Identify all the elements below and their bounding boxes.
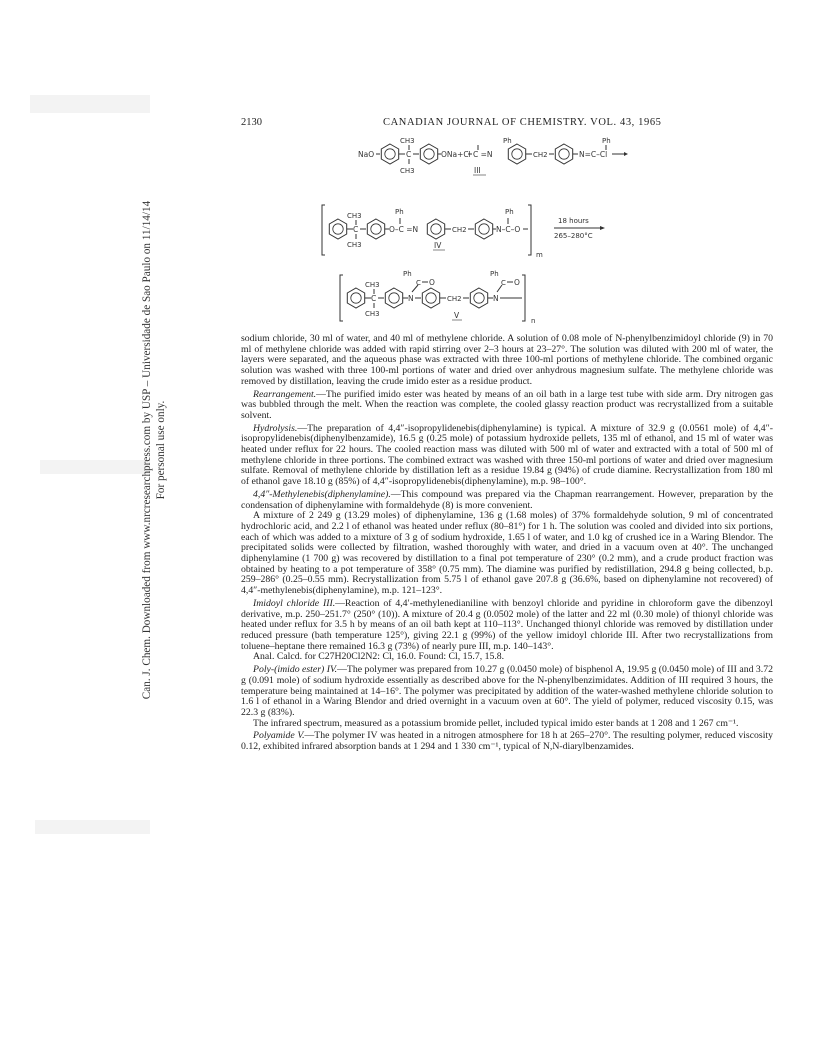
label-o-c: O–C =N — [389, 225, 419, 234]
download-notice-line2: For personal use only. — [155, 400, 167, 500]
label-c2: C — [353, 225, 359, 234]
label-ch3-bottom: CH3 — [400, 167, 415, 175]
label-c-amide-2: C — [501, 279, 506, 287]
scan-artifact — [40, 460, 150, 474]
label-ch2-3: CH2 — [447, 295, 462, 303]
text-polyamide: —The polymer IV was heated in a nitrogen atmosphere for 18 h at 265–270°. The resulting polymer, reduced viscosity 0.12, exhibited infrared absorption bands at 1 294 and 1 330 cm⁻¹, typical of N,N-diarylbenzamides. — [241, 730, 773, 753]
label-n-c-o: N–C–O — [496, 225, 521, 234]
label-ch3-bottom-3: CH3 — [365, 310, 380, 318]
label-n-2: N — [493, 294, 499, 303]
heading-poly-imido-ester: Poly-(imido ester) IV. — [253, 664, 338, 676]
label-c-eq-n: C =N — [473, 150, 493, 159]
label-ch3-top: CH3 — [400, 137, 415, 145]
label-n-1: N — [408, 294, 414, 303]
page-number: 2130 — [241, 117, 262, 128]
reaction-scheme — [240, 135, 780, 325]
label-c3: C — [371, 294, 377, 303]
label-ph-2: Ph — [602, 137, 611, 145]
label-o-1: O — [429, 278, 435, 287]
scheme-row-1 — [358, 137, 628, 175]
label-ch2-1: CH2 — [533, 151, 548, 159]
label-ch3-bottom-2: CH3 — [347, 241, 362, 249]
paragraph-poly-imido-ester — [241, 665, 773, 719]
scan-artifact — [35, 820, 150, 834]
label-n-eq-c-cl: N=C–Cl — [579, 150, 608, 159]
label-nao: NaO — [358, 150, 375, 159]
label-ph-4: Ph — [505, 208, 514, 216]
text-poly-imido-ester: —The polymer was prepared from 10.27 g (0.0450 mole) of bisphenol A, 19.95 g (0.0450 mole) of III and 3.72 g (0.091 mole) of sodium hydroxide essentially as described above for the N-phenylbenzimidates. Addition of III required 3 hours, the temperature being maintained at 14–16°. The polymer was precipitated by addition of the water-washed methylene chloride solution to 1.6 l of ethanol in a Waring Blendor and dried overnight in a vacuum oven at 60°. The yield of polymer, reduced viscosity 0.15, was 22.3 g (83%). — [241, 664, 773, 718]
label-ph-3: Ph — [395, 208, 404, 216]
heading-polyamide: Polyamide V. — [253, 730, 305, 742]
paragraph-hydrolysis — [241, 424, 773, 488]
label-iii: III — [474, 166, 481, 175]
article-body — [241, 334, 773, 755]
label-sub-m: m — [536, 251, 543, 259]
paragraph-analysis: Anal. Calcd. for C27H20Cl2N2: Cl, 16.0. Found: Cl, 15.7, 15.8. — [253, 651, 505, 663]
label-ph-5: Ph — [403, 270, 412, 278]
text-hydrolysis: —The preparation of 4,4″-isopropylidenebis(diphenylamine) is typical. A mixture of 32.9 g (0.0561 mole) of 4,4″-isopropylidenebis(diphenylbenzamide), 16.5 g (0.25 mole) of potassium hydroxide pellets, 135 ml of ethanol, and 15 ml of water was heated under reflux for 22 hours. The cooled reaction mass was diluted with 500 ml of water and extracted with a total of 500 ml of methylene chloride in three portions. The combined extract was washed with three 150-ml portions of water and dried over magnesium sulfate. Removal of methylene chloride by distillation left as a residue 19.84 g (94%) of crude diamine. Recrystallization from 180 ml of ethanol gave 18.10 g (85%) of 4,4″-isopropylidenebis(diphenylamine), m.p. 98–100°. — [241, 422, 773, 488]
paragraph-mixture: A mixture of 2 249 g (13.29 moles) of diphenylamine, 136 g (1.68 moles) of 37% formaldehyde solution, 9 ml of concentrated hydrochloric acid, and 2.2 l of ethanol was heated under reflux (80–81°) for 1 h. The solution was cooled and divided into six portions, each of which was added to a mixture of 3 g of sodium hydroxide, 1.65 l of water, and 1.0 kg of crushed ice in a Waring Blendor. The precipitated solids were collected by filtration, washed thoroughly with water, and dried in a vacuum oven at 40°. The unchanged diphenylamine (1 700 g) was recovered by distillation to a final pot temperature of 230° (0.2 mm), and a crude product fraction was obtained by heating to a pot temperature of 358° (0.75 mm). The diamine was purified by redistillation, 294.8 g being collected, b.p. 259–286° (0.25–0.55 mm). Recrystallization from 5.75 l of ethanol gave 207.8 g (36.6%, based on diphenylamine not recovered) of 4,4″-methylenebis(diphenylamine), m.p. 121–123°. — [241, 510, 773, 597]
label-c-amide-1: C — [416, 279, 421, 287]
download-notice — [140, 170, 180, 730]
heading-rearrangement: Rearrangement. — [253, 388, 317, 400]
label-iv: IV — [434, 241, 442, 250]
label-c1: C — [406, 150, 412, 159]
condition-temp: 265–280°C — [554, 232, 593, 240]
label-ch2-2: CH2 — [452, 226, 467, 234]
label-ona-cl: ONa+Cl — [441, 150, 471, 159]
label-o-2: O — [514, 278, 520, 287]
label-ph-1: Ph — [503, 137, 512, 145]
scheme-row-3 — [340, 270, 535, 325]
label-ch3-top-3: CH3 — [365, 281, 380, 289]
text-rearrangement: —The purified imido ester was heated by means of an oil bath in a large test tube with side arm. Dry nitrogen gas was bubbled through the melt. When the reaction was complete, the cooled glassy reaction product was recrystallized from a suitable solvent. — [241, 388, 773, 421]
scan-artifact — [30, 95, 150, 113]
heading-methylenebis: 4,4″-Methylenebis(diphenylamine). — [253, 488, 391, 500]
text-methylenebis: —This compound was prepared via the Chapman rearrangement. However, preparation by the condensation of diphenylamine with formaldehyde (8) is more convenient. — [241, 488, 773, 511]
heading-imidoyl-chloride: Imidoyl chloride III. — [253, 597, 336, 609]
scheme-row-2 — [322, 205, 605, 259]
paragraph-1: sodium chloride, 30 ml of water, and 40 ml of methylene chloride. A solution of 0.08 mole of N-phenylbenzimidoyl chloride (9) in 70 ml of methylene chloride was added with rapid stirring over 2–3 hours at 23–27°. The solution was diluted with 200 ml of water, the layers were separated, and the aqueous phase was extracted with three 100-ml portions of methylene chloride. The combined organic solution was washed with three 100-ml portions of water and dried over anhydrous magnesium sulfate. The methylene chloride was removed by distillation, leaving the crude imido ester as a residue product. — [241, 333, 773, 387]
label-sub-n: n — [531, 317, 536, 325]
paragraph-methylenebis — [241, 490, 773, 511]
paragraph-polyamide — [241, 731, 773, 752]
download-notice-line1: Can. J. Chem. Downloaded from www.nrcresearchpress.com by USP – Universidade de Sao Paulo on 11/14/14 — [141, 200, 153, 700]
text-imidoyl-chloride: —Reaction of 4,4′-methylenedianiline with benzoyl chloride and pyridine in chloroform gave the dibenzoyl derivative, m.p. 250–251.7° (250° (10)). A mixture of 20.4 g (0.0502 mole) of the latter and 22 ml (0.30 mole) of thionyl chloride was heated under reflux for 3.5 h by means of an oil bath kept at 110–113°. Unchanged thionyl chloride was removed by distillation under reduced pressure (bath temperature 125°), giving 22.1 g (99%) of the yellow imidoyl chloride III. After two recrystallizations from toluene–heptane there remained 16.3 g (73%) of nearly pure III, m.p. 140–143°. — [241, 597, 773, 652]
label-ch3-top-2: CH3 — [347, 212, 362, 220]
label-v: V — [454, 311, 460, 320]
paragraph-infrared: The infrared spectrum, measured as a potassium bromide pellet, included typical imido ester bands at 1 208 and 1 267 cm⁻¹. — [253, 717, 739, 729]
heading-hydrolysis: Hydrolysis. — [253, 422, 298, 434]
label-ph-6: Ph — [490, 270, 499, 278]
paragraph-rearrangement — [241, 390, 773, 422]
paragraph-imidoyl-chloride — [241, 599, 773, 653]
condition-time: 18 hours — [558, 217, 589, 225]
running-head: CANADIAN JOURNAL OF CHEMISTRY. VOL. 43, 1965 — [383, 117, 662, 128]
